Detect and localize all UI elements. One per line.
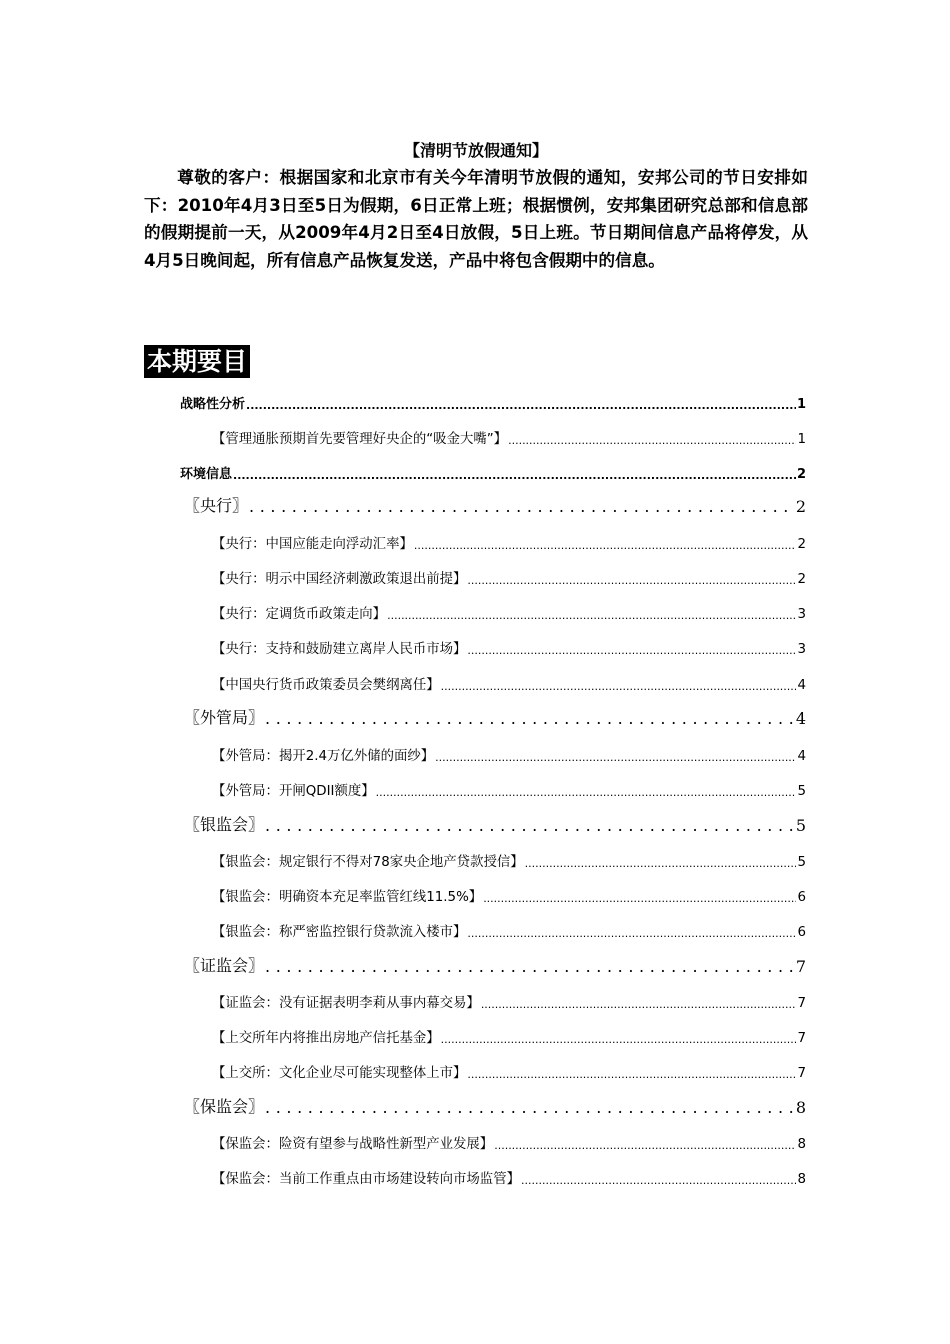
toc-entry-title: 〖保监会〗 <box>184 1097 265 1116</box>
toc-entry-page: 2 <box>795 497 806 516</box>
toc-dot-leader <box>414 538 797 552</box>
toc-entry-title: 〖央行〗 <box>184 496 249 515</box>
toc-entry[interactable] <box>184 811 806 835</box>
toc-entry[interactable] <box>212 563 806 587</box>
toc-entry-page: 1 <box>796 397 806 412</box>
toc-entry-title: 〖外管局〗 <box>184 708 265 727</box>
toc-entry-title: 〖银监会〗 <box>184 815 265 834</box>
toc-entry[interactable] <box>212 846 806 870</box>
toc-dot-leader <box>233 468 796 482</box>
toc-entry-title: 【外管局：揭开2.4万亿外储的面纱】 <box>212 749 435 764</box>
toc-entry-page: 3 <box>797 642 806 657</box>
toc-dot-leader <box>494 1138 796 1152</box>
toc-entry[interactable] <box>212 881 806 905</box>
toc-entry[interactable] <box>184 492 806 516</box>
toc-entry-title: 【证监会：没有证据表明李莉从事内幕交易】 <box>212 996 480 1011</box>
toc-entry-title: 【管理通胀预期首先要管理好央企的“吸金大嘴”】 <box>212 432 508 447</box>
notice-title: 【清明节放假通知】 <box>403 141 548 160</box>
toc-entry-title: 【央行：明示中国经济刺激政策退出前提】 <box>212 572 467 587</box>
toc-dot-leader <box>265 710 795 728</box>
toc-entry-page: 3 <box>797 607 806 622</box>
toc-dot-leader <box>483 891 796 905</box>
toc-entry-page: 8 <box>795 1098 806 1117</box>
toc-entry-page: 5 <box>797 855 806 870</box>
toc-dot-leader <box>376 785 797 799</box>
toc-entry-title: 【银监会：规定银行不得对78家央企地产贷款授信】 <box>212 855 524 870</box>
toc-entry-page: 5 <box>797 784 806 799</box>
toc-dot-leader <box>441 679 797 693</box>
toc-entry[interactable] <box>212 1057 806 1081</box>
toc-dot-leader <box>265 958 795 976</box>
notice-body: 尊敬的客户：根据国家和北京市有关今年清明节放假的通知，安邦公司的节日安排如下：2010年4月3日至5日为假期，6日正常上班；根据惯例，安邦集团研究总部和信息部的假期提前一天，从2009年4月2日至4日放假，5日上班。节日期间信息产品将停发，从4月5日晚间起，所有信息产品恢复发送，产品中将包含假期中的信息。 <box>144 168 808 270</box>
toc-entry-title: 【保监会：当前工作重点由市场建设转向市场监管】 <box>212 1172 520 1187</box>
holiday-notice <box>144 138 808 274</box>
toc-entry-title: 环境信息 <box>180 467 233 482</box>
toc-entry-title: 【保监会：险资有望参与战略性新型产业发展】 <box>212 1137 494 1152</box>
toc-dot-leader <box>265 1099 795 1117</box>
toc-entry-title: 【中国央行货币政策委员会樊纲离任】 <box>212 678 440 693</box>
toc-entry-page: 6 <box>797 925 806 940</box>
toc-entry-page: 7 <box>795 957 806 976</box>
toc-entry-page: 2 <box>796 467 806 482</box>
toc-entry-title: 〖证监会〗 <box>184 956 265 975</box>
toc-dot-leader <box>521 1173 796 1187</box>
toc-entry-page: 8 <box>797 1172 806 1187</box>
toc-entry-title: 【央行：中国应能走向浮动汇率】 <box>212 537 413 552</box>
toc-entry[interactable] <box>212 1022 806 1046</box>
toc-entry[interactable] <box>180 388 806 412</box>
toc-dot-leader <box>387 608 796 622</box>
toc-entry-page: 8 <box>797 1137 806 1152</box>
toc-dot-leader <box>467 643 796 657</box>
toc-entry-page: 7 <box>797 1066 806 1081</box>
toc-entry-title: 【上交所：文化企业尽可能实现整体上市】 <box>212 1066 467 1081</box>
toc-entry[interactable] <box>184 952 806 976</box>
toc-entry-page: 2 <box>797 537 806 552</box>
toc-entry-title: 【银监会：称严密监控银行贷款流入楼市】 <box>212 925 467 940</box>
toc-entry[interactable] <box>212 669 806 693</box>
toc-dot-leader <box>441 1032 797 1046</box>
toc-dot-leader <box>467 1067 796 1081</box>
toc-entry-page: 5 <box>795 816 806 835</box>
toc-entry[interactable] <box>212 1163 806 1187</box>
toc-entry[interactable] <box>180 458 806 482</box>
toc-entry-page: 7 <box>797 1031 806 1046</box>
toc-dot-leader <box>435 750 796 764</box>
toc-entry[interactable] <box>184 704 806 728</box>
toc-entry-page: 4 <box>797 678 806 693</box>
toc-entry-title: 【上交所年内将推出房地产信托基金】 <box>212 1031 440 1046</box>
toc-entry-page: 1 <box>797 432 806 447</box>
toc-entry[interactable] <box>212 528 806 552</box>
toc-dot-leader <box>265 817 795 835</box>
toc-dot-leader <box>246 398 796 412</box>
toc-entry[interactable] <box>184 1093 806 1117</box>
toc-entry-title: 【央行：支持和鼓励建立离岸人民币市场】 <box>212 642 467 657</box>
toc-dot-leader <box>525 856 797 870</box>
toc-entry-title: 【外管局：开闸QDII额度】 <box>212 784 375 799</box>
toc-entry-page: 2 <box>797 572 806 587</box>
toc-entry[interactable] <box>212 740 806 764</box>
toc-entry-title: 战略性分析 <box>180 397 246 412</box>
toc-dot-leader <box>467 573 796 587</box>
toc-entry[interactable] <box>212 598 806 622</box>
toc-entry[interactable] <box>212 633 806 657</box>
toc-dot-leader <box>249 498 795 516</box>
toc-entry[interactable] <box>212 1128 806 1152</box>
toc-dot-leader <box>508 433 796 447</box>
toc-entry[interactable] <box>212 916 806 940</box>
toc-dot-leader <box>481 997 797 1011</box>
toc-entry[interactable] <box>212 775 806 799</box>
toc-heading: 本期要目 <box>144 345 250 378</box>
toc-entry-page: 7 <box>797 996 806 1011</box>
toc-entry-page: 4 <box>797 749 806 764</box>
toc-entry-title: 【央行：定调货币政策走向】 <box>212 607 387 622</box>
toc-entry[interactable] <box>212 423 806 447</box>
toc-dot-leader <box>467 926 796 940</box>
toc-entry[interactable] <box>212 987 806 1011</box>
toc-entry-page: 6 <box>797 890 806 905</box>
toc-entry-title: 【银监会：明确资本充足率监管红线11.5%】 <box>212 890 483 905</box>
toc-entry-page: 4 <box>795 709 806 728</box>
